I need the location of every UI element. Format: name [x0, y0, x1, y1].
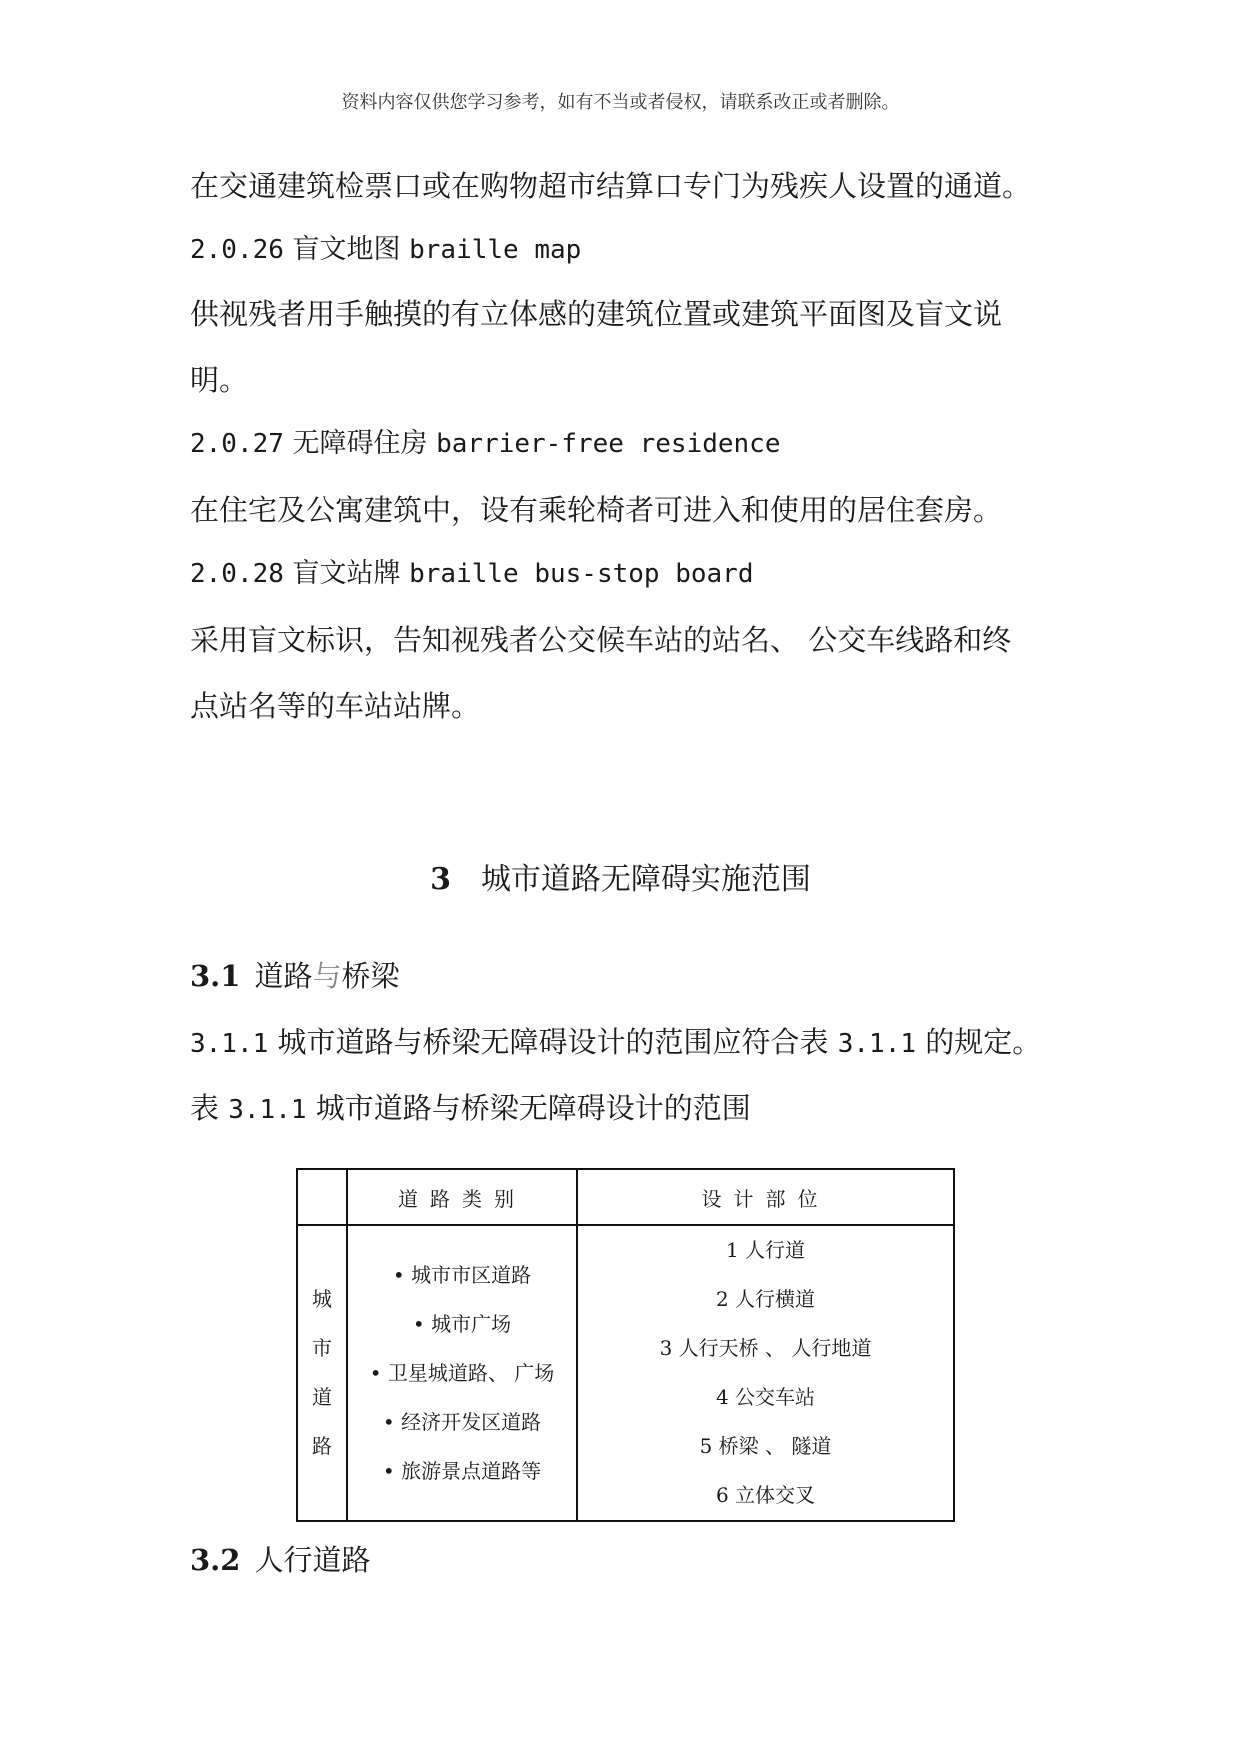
category-char: 市	[312, 1336, 332, 1360]
chapter-heading	[0, 860, 1241, 900]
design-part-item: 3 人行天桥 、 人行地道	[659, 1336, 872, 1360]
clause-3-1-1	[190, 1022, 1041, 1064]
clause-ref: 3.1.1	[837, 1029, 917, 1059]
definition-2-0-26-line1: 供视残者用手触摸的有立体感的建筑位置或建筑平面图及盲文说	[190, 297, 1003, 331]
definition-2-0-28-line1: 采用盲文标识，告知视残者公交候车站的站名、 公交车线路和终	[190, 623, 1012, 657]
term-zh: 无障碍住房	[292, 428, 428, 459]
clause-text: 的规定。	[925, 1025, 1042, 1059]
table-row	[297, 1225, 954, 1521]
category-cell	[297, 1225, 347, 1521]
category-char: 城	[312, 1287, 332, 1311]
chapter-number: 3	[430, 862, 451, 897]
term-zh: 盲文站牌	[292, 558, 401, 589]
term-2-0-26	[190, 230, 581, 270]
design-part-item: 5 桥梁 、 隧道	[699, 1434, 832, 1458]
section-title-part: 与	[312, 959, 342, 993]
term-zh: 盲文地图	[292, 234, 401, 265]
caption-number: 3.1.1	[228, 1095, 307, 1125]
road-bridge-scope-table	[296, 1168, 955, 1522]
section-number: 3.2	[190, 1543, 241, 1577]
section-title-part: 桥梁	[341, 959, 400, 993]
road-types-cell	[347, 1225, 577, 1521]
category-char: 路	[312, 1434, 332, 1458]
term-2-0-28	[190, 554, 753, 594]
caption-prefix: 表	[190, 1091, 220, 1125]
term-en: braille bus-stop board	[409, 559, 754, 589]
header-road-type: 道路类别	[347, 1169, 577, 1225]
definition-continuation: 在交通建筑检票口或在购物超市结算口专门为残疾人设置的通道。	[190, 169, 1032, 203]
header-blank-cell	[297, 1169, 347, 1225]
chapter-title: 城市道路无障碍实施范围	[480, 862, 811, 897]
term-en: barrier-free residence	[436, 429, 781, 459]
definition-2-0-26-line2: 明。	[190, 363, 249, 397]
design-part-item: 6 立体交叉	[715, 1483, 816, 1507]
design-part-item: 1 人行道	[725, 1238, 806, 1262]
section-title: 人行道路	[254, 1543, 371, 1577]
road-type-item: • 城市广场	[412, 1311, 512, 1336]
section-number: 3.1	[190, 959, 241, 993]
road-type-item: • 城市市区道路	[392, 1262, 532, 1287]
term-2-0-27	[190, 424, 780, 464]
definition-2-0-28-line2: 点站名等的车站站牌。	[190, 689, 481, 723]
road-type-item: • 旅游景点道路等	[382, 1458, 542, 1483]
road-type-item: • 经济开发区道路	[382, 1409, 542, 1434]
caption-text: 城市道路与桥梁无障碍设计的范围	[315, 1091, 751, 1125]
definition-2-0-27: 在住宅及公寓建筑中，设有乘轮椅者可进入和使用的居住套房。	[190, 493, 1003, 527]
design-parts-cell	[577, 1225, 954, 1521]
category-char: 道	[312, 1385, 332, 1409]
table-header-row	[297, 1169, 954, 1225]
clause-number: 3.1.1	[190, 1029, 269, 1059]
design-part-item: 2 人行横道	[715, 1287, 816, 1311]
section-heading-3-2	[190, 1540, 370, 1580]
clause-text: 城市道路与桥梁无障碍设计的范围应符合表	[277, 1025, 829, 1059]
table-caption	[190, 1088, 751, 1130]
road-type-item: • 卫星城道路、 广场	[369, 1360, 555, 1385]
term-number: 2.0.26	[190, 235, 284, 265]
header-design-parts: 设计部位	[577, 1169, 954, 1225]
term-en: braille map	[409, 235, 582, 265]
design-part-item: 4 公交车站	[715, 1385, 816, 1409]
term-number: 2.0.28	[190, 559, 284, 589]
section-title-part: 道路	[254, 959, 313, 993]
term-number: 2.0.27	[190, 429, 284, 459]
watermark-header: 资料内容仅供您学习参考，如有不当或者侵权，请联系改正或者删除。	[341, 92, 900, 113]
section-heading-3-1	[190, 956, 400, 996]
